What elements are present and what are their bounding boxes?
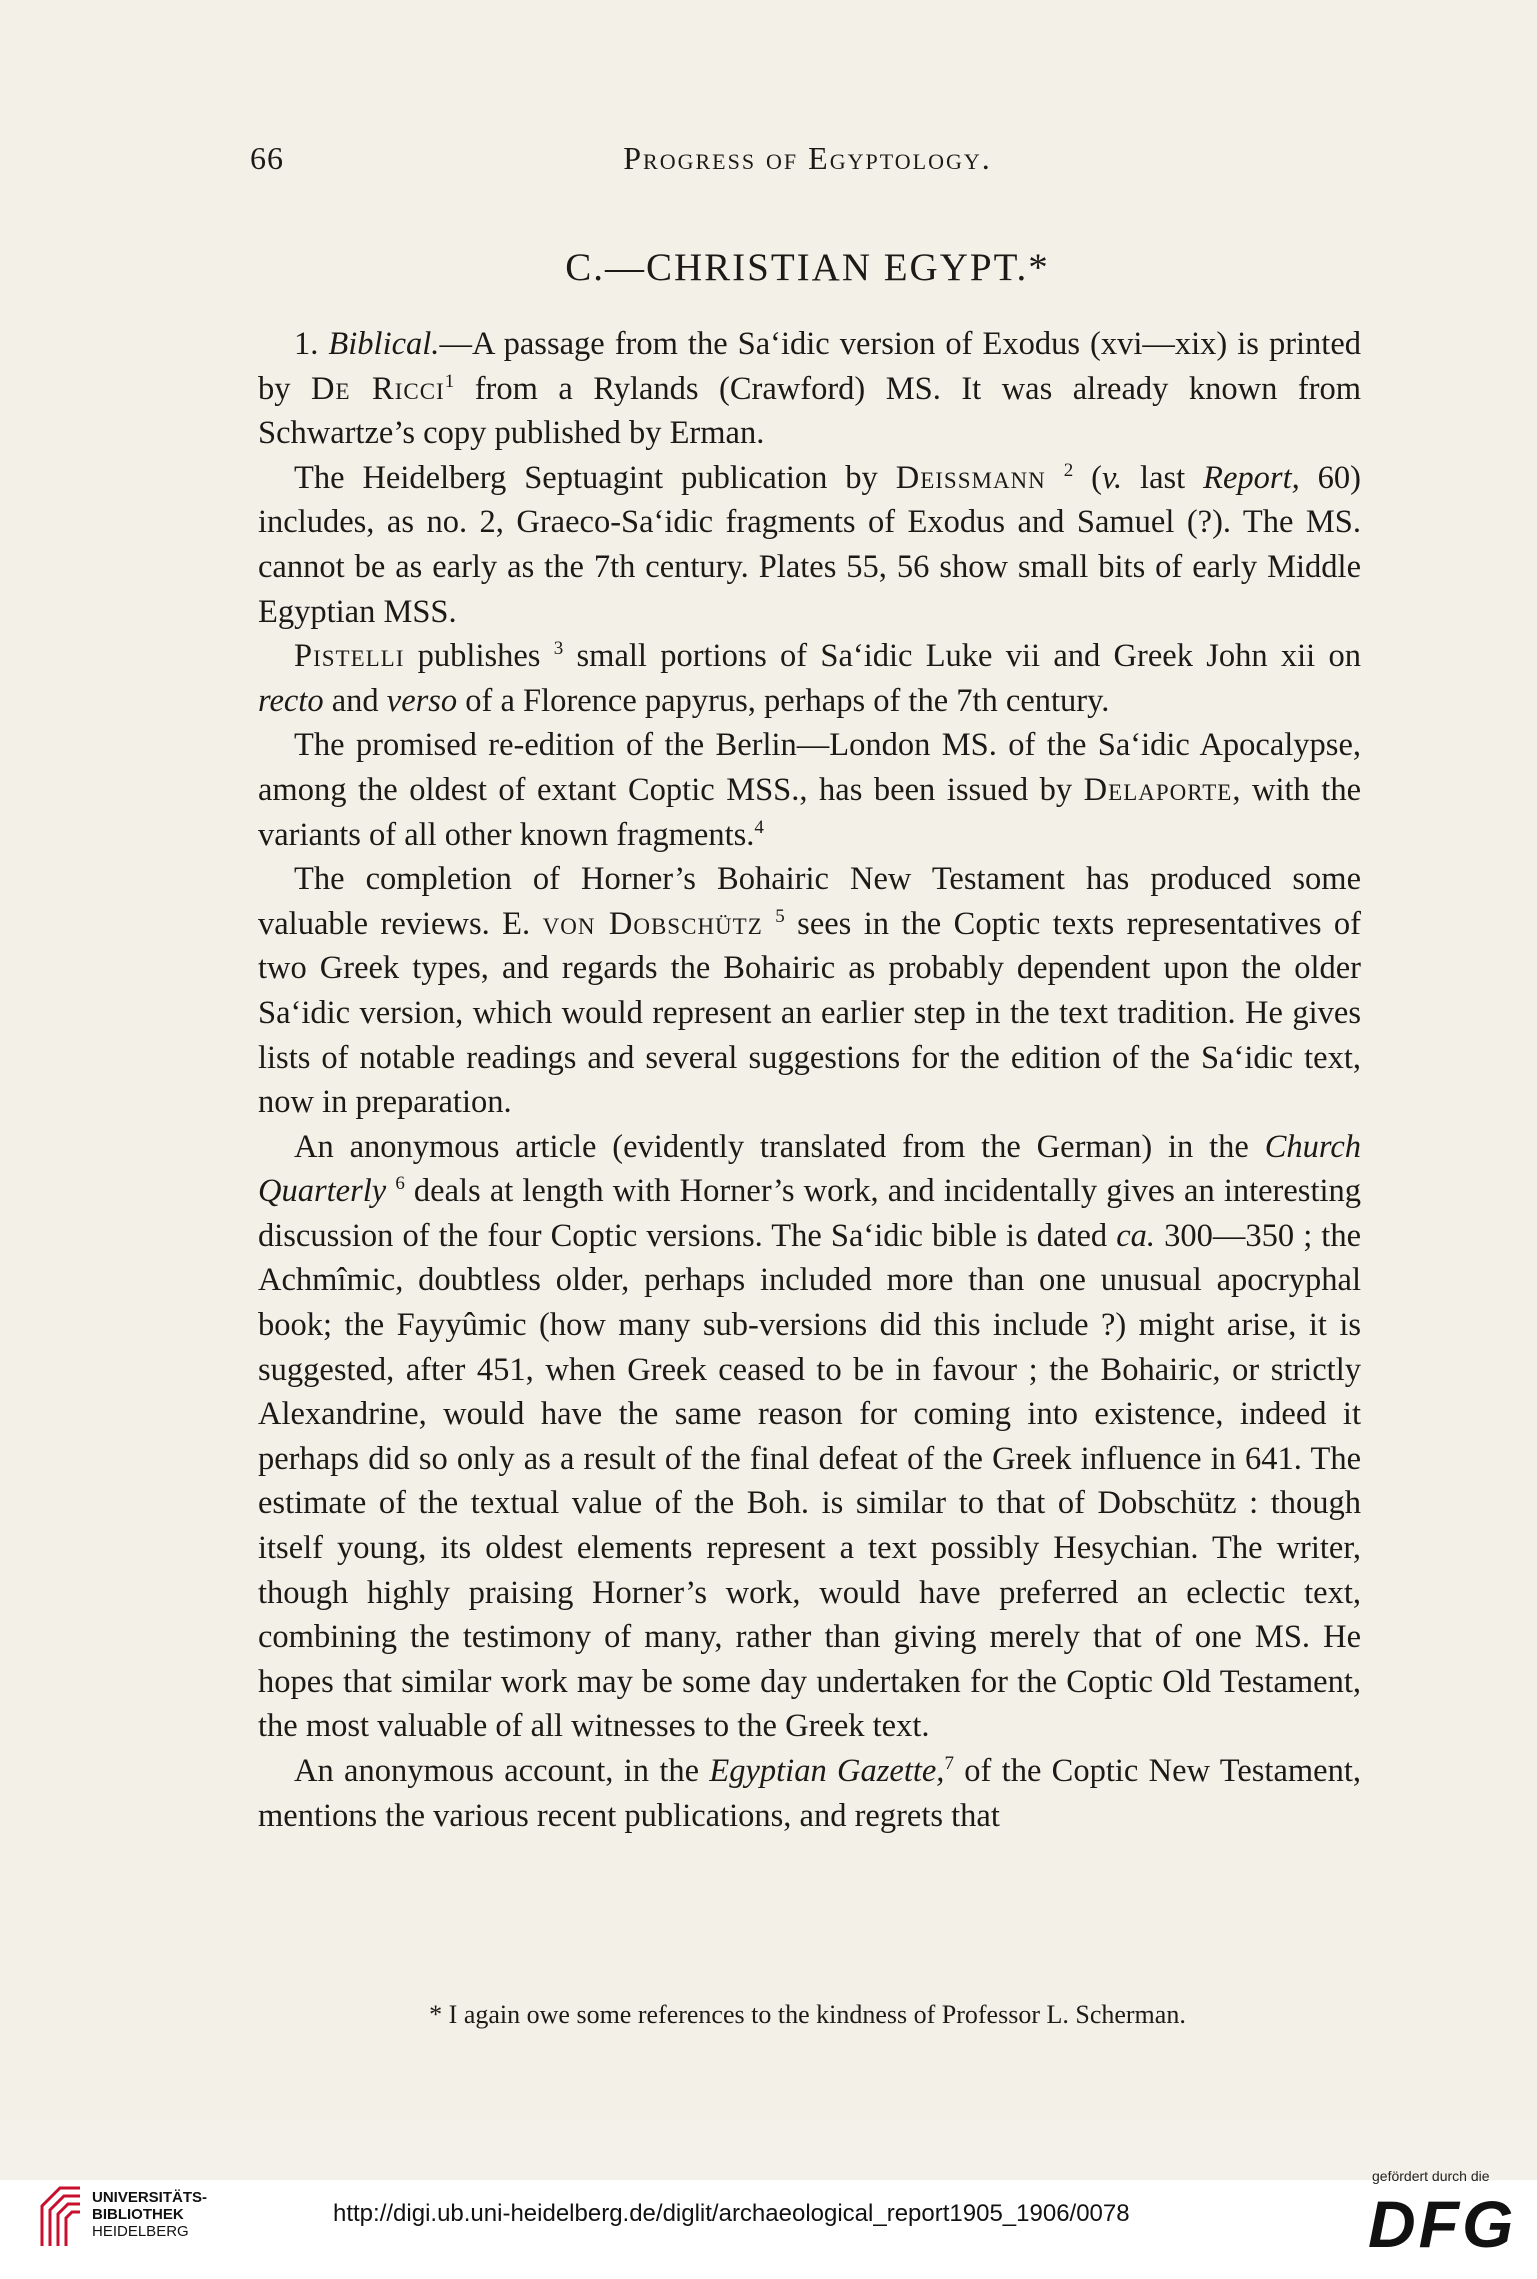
funding-label: gefördert durch die <box>1372 2168 1490 2184</box>
running-title: Progress of Egyptology. <box>623 140 992 176</box>
footnote-ref-2: 2 <box>1063 459 1074 481</box>
permalink-url[interactable]: http://digi.ub.uni-heidelberg.de/diglit/archaeological_report1905_1906/0078 <box>333 2200 1130 2227</box>
paragraph-horner: The completion of Horner’s Bohairic New Testament has produced some valuable reviews. E. von Dobschütz $^5$ sees in the Coptic texts representatives of two Greek types, and regards the Bohairic as probably dependent upon the older Sa‘idic version, which would represent an earlier step in the text tradition. He gives lists of notable readings and several suggestions for the edition of the Sa‘idic text, now in preparation. <box>258 861 1362 1121</box>
footnote-ref-7: 7 <box>944 1753 954 1774</box>
university-library-logo-icon <box>38 2184 84 2248</box>
author-pistelli: Pistelli <box>294 638 405 675</box>
paragraph-egyptian-gazette: An anonymous account, in the Egyptian Gazette,$^7$ of the Coptic New Testament, mentions the various recent publications, and regrets that <box>258 1753 1361 1834</box>
body-text <box>258 322 1361 1838</box>
page-number: 66 <box>250 140 284 176</box>
paragraph-heidelberg: The Heidelberg Septuagint publication by Deissmann $^2$ (v. last Report, 60) includes, as no. 2, Graeco-Sa‘idic fragments of Exodus and Samuel (?). The MS. cannot be as early as the 7th century. Plates 55, 56 show small bits of early Middle Egyptian MSS. <box>258 459 1361 630</box>
footnote-ref-4: 4 <box>754 816 764 838</box>
library-name: UNIVERSITÄTS- BIBLIOTHEK HEIDELBERG <box>92 2189 208 2240</box>
author-delaporte: Delaporte <box>1083 771 1233 808</box>
paragraph-pistelli: Pistelli publishes $^3$ small portions of Sa‘idic Luke vii and Greek John xii on recto and verso of a Florence papyrus, perhaps of the 7th century. <box>258 638 1361 719</box>
author-dobschutz: von Dobschütz <box>542 905 763 942</box>
footnote-ref-5: 5 <box>775 905 785 927</box>
author-deissmann: Deissmann <box>895 459 1046 496</box>
paragraph-biblical: 1. Biblical.—A passage from the Sa‘idic version of Exodus (xvi—xix) is printed by De Ricci$^1$ from a Rylands (Crawford) MS. It was already known from Schwartze’s copy published by Erman. <box>258 326 1362 452</box>
footnote-ref-3: 3 <box>553 638 564 660</box>
footnote: * I again owe some references to the kindness of Professor L. Scherman. <box>429 2000 1186 2029</box>
viewer-footer <box>0 2180 1537 2279</box>
dfg-logo: DFG <box>1368 2187 1517 2261</box>
footnote-ref-6: 6 <box>395 1173 405 1195</box>
footnote-ref-1: 1 <box>444 370 455 392</box>
paragraph-apocalypse: The promised re-edition of the Berlin—London MS. of the Sa‘idic Apocalypse, among the oldest of extant Coptic MSS., has been issued by Delaporte, with the variants of all other known fragments.$^4$ <box>258 727 1362 853</box>
section-title: C.—CHRISTIAN EGYPT.* <box>565 246 1050 289</box>
author-de-ricci: De Ricci <box>311 370 445 407</box>
paragraph-church-quarterly: An anonymous article (evidently translated from the German) in the Church Quarterly $^6$ deals at length with Horner’s work, and incidentally gives an interesting discussion of the four Coptic versions. The Sa‘idic bible is dated ca. 300—350 ; the Achmîmic, doubtless older, perhaps included more than one unusual apocryphal book; the Fayyûmic (how many sub-versions did this include ?) might arise, it is suggested, after 451, when Greek ceased to be in favour ; the Bohairic, or strictly Alexandrine, would have the same reason for coming into existence, indeed it perhaps did so only as a result of the final defeat of the Greek influence in 641. The estimate of the textual value of the Boh. is similar to that of Dobschütz : though itself young, its oldest elements represent a text possibly Hesychian. The writer, though highly praising Horner’s work, would have preferred an eclectic text, combining the testimony of many, rather than giving merely that of one MS. He hopes that similar work may be some day undertaken for the Coptic Old Testament, the most valuable of all witnesses to the Greek text. <box>258 1128 1362 1745</box>
